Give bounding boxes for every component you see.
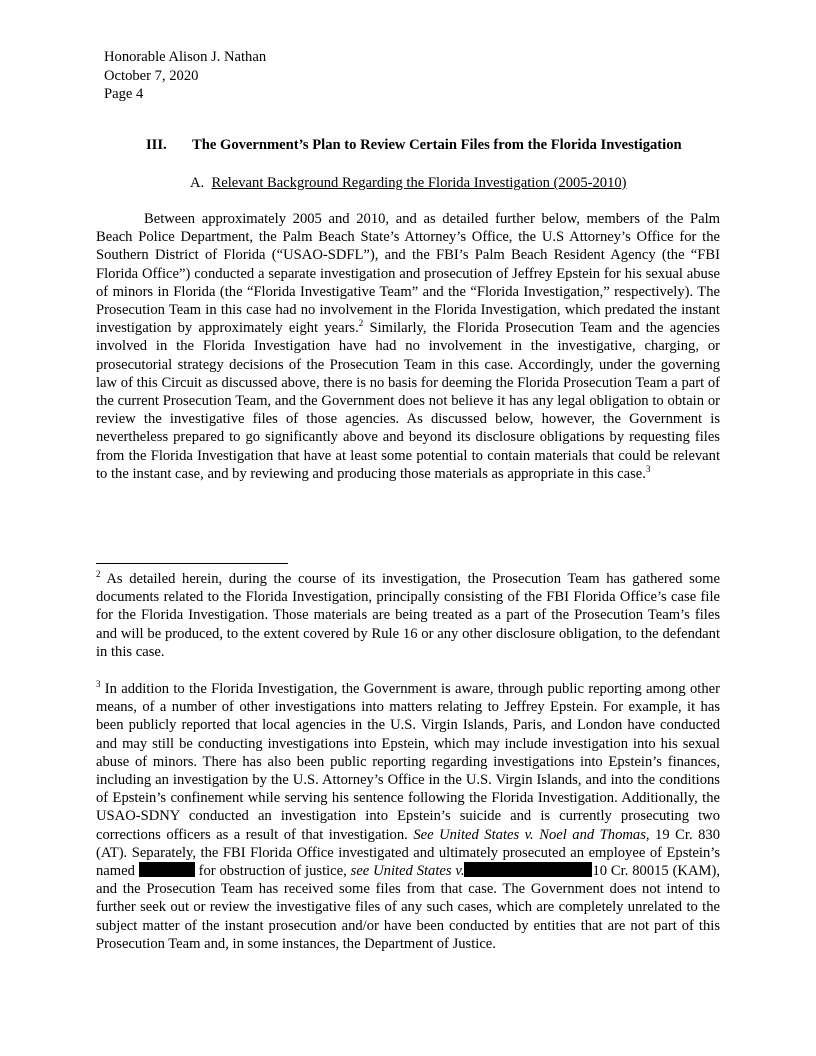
subsection-letter: A. <box>190 175 205 191</box>
footnote-ref-3: 3 <box>645 463 651 474</box>
footnote-divider <box>96 563 288 564</box>
recipient-line: Honorable Alison J. Nathan <box>104 49 267 65</box>
redaction-box <box>139 862 195 877</box>
section-title: The Government’s Plan to Review Certain Files from the Florida Investigation <box>192 137 682 153</box>
footnote-ref-2: 2 <box>358 318 364 329</box>
subsection-heading <box>190 175 627 192</box>
section-number: III. <box>146 137 167 153</box>
case-citation-2: see United States v. <box>350 863 465 880</box>
case-citation-1: See United States v. Noel and Thomas <box>413 826 646 843</box>
footnote-mark-2: 2 <box>96 569 101 580</box>
footnote-mark-3: 3 <box>96 679 101 690</box>
footnote-3 <box>96 680 720 953</box>
page-number: Page 4 <box>104 86 144 102</box>
footnote-3-text-a: In addition to the Florida Investigation, the Government is aware, through public reporting among other means, of a number of other investigations into matters relating to Jeffrey Epstein. For example, it has been publicly reported that local agencies in the U.S. Virgin Islands, Paris, and London have conducted and may still be conducting investigations into Epstein, which may include investigation into his sexual abuse of minors. There has also been public reporting regarding investigations into Epstein’s finances, including an investigation by the U.S. Attorney’s Office in the U.S. Virgin Islands, and into the conditions of Epstein’s confinement while serving his sentence following the Florida Investigation. Additionally, the USAO-SDNY conducted an investigation into Epstein’s suicide and is currently prosecuting two corrections officers as a result of that investigation. <box>96 681 720 843</box>
letter-header <box>104 48 266 104</box>
section-heading <box>146 137 726 154</box>
body-text-1: Between approximately 2005 and 2010, and as detailed further below, members of the Palm Beach Police Department, the Palm Beach State’s Attorney’s Office, the U.S Attorney’s Office for the Southern District of Florida (“USAO-SDFL”), and the FBI’s Palm Beach Resident Agency (the “FBI Florida Office”) conducted a separate investigation and prosecution of Jeffrey Epstein for his sexual abuse of minors in Florida (the “Florida Investigative Team” and the “Florida Investigation,” respectively). The Prosecution Team in this case had no involvement in the Florida Investigation, which predated the instant investigation by approximately eight years. <box>96 211 720 337</box>
footnote-3-text-b: , 19 Cr. 830 (AT). Separately, the FBI Florida Office investigated and ultimately prosecuted an employee of Epstein’s named <box>96 826 720 880</box>
body-text-2: Similarly, the Florida Prosecution Team and the agencies involved in the Florida Investigation have had no involvement in the investigative, charging, or prosecutorial strategy decisions of the Prosecution Team in this case. Accordingly, under the governing law of this Circuit as discussed above, there is no basis for deeming the Florida Prosecution Team a part of the current Prosecution Team, and the Government does not believe it has any legal obligation to obtain or review the investigative files of those agencies. As discussed below, however, the Government is nevertheless prepared to go significantly above and beyond its disclosure obligations by requesting files from the Florida Investigation that have at least some potential to contain materials that could be relevant to the instant case, and by reviewing and producing those materials as appropriate in this case. <box>96 320 720 482</box>
footnote-3-text-d: 10 Cr. 80015 (KAM), and the Prosecution Team has received some files from that case. The Government does not intend to further seek out or review the investigative files of any such cases, which are completely unrelated to the subject matter of the instant prosecution and/or have been conducted by entities that are not part of this Prosecution Team and, in some instances, the Department of Justice. <box>96 863 720 952</box>
redaction-box <box>464 862 592 877</box>
subsection-title: Relevant Background Regarding the Florida Investigation (2005-2010) <box>211 175 627 191</box>
body-paragraph <box>96 210 720 483</box>
footnote-2-text: As detailed herein, during the course of its investigation, the Prosecution Team has gathered some documents related to the Florida Investigation, principally consisting of the FBI Florida Office’s case file for the Florida Investigation. Those materials are being treated as a part of the Prosecution Team’s files and will be produced, to the extent covered by Rule 16 or any other disclosure obligation, to the defendant in this case. <box>96 571 720 660</box>
footnote-2 <box>96 570 720 661</box>
date-line: October 7, 2020 <box>104 67 199 84</box>
footnote-3-text-c: for obstruction of justice, <box>194 863 351 880</box>
